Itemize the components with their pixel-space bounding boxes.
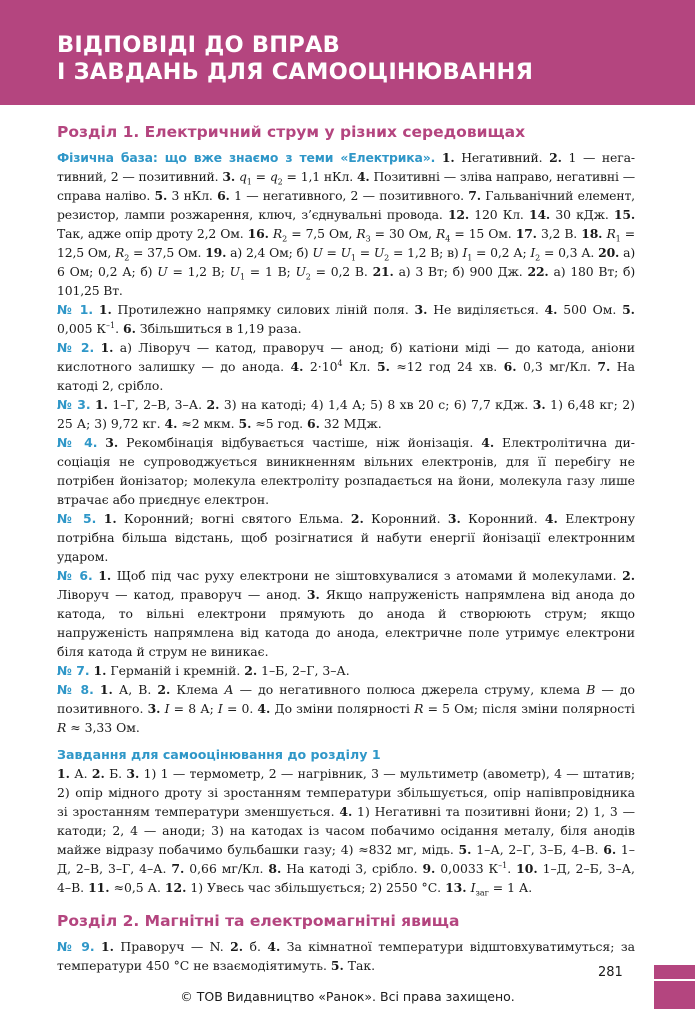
exercise-9-number: № 9. xyxy=(57,939,95,954)
self-evaluation-title: Завдання для самооцінювання до розділу 1 xyxy=(57,747,381,762)
exercise-7-number: № 7. xyxy=(57,663,90,678)
exercise-4-answers: № 4. 3. Рекомбінація відбувається частіше, ніж йонізація. 4. Електролітична дисоціація не супроводжується виникненням вільних електронів, для її перебігу не потрібен йонізатор; молекула електроліту розпадається на йони, молекула газу лише втрачає або приєднує електрон. xyxy=(57,435,635,507)
banner-title-line2: І ЗАВДАНЬ ДЛЯ САМООЦІНЮВАННЯ xyxy=(57,59,534,85)
exercise-2-number: № 2. xyxy=(57,340,95,355)
exercise-8-number: № 8. xyxy=(57,682,94,697)
physics-base-label: Фізична база: що вже знаємо з теми «Електрика». xyxy=(57,150,436,165)
exercise-6-number: № 6. xyxy=(57,568,93,583)
page-number: 281 xyxy=(598,965,623,980)
copyright-footer: © ТОВ Видавництво «Ранок». Всі права захищено. xyxy=(180,989,515,1004)
exercise-8-answers: № 8. 1. А, В. 2. Клема А — до негативного полюса джерела струму, клема В — до позитивного. 3. I = 8 А; I = 0. 4. До зміни полярності R = 5 Ом; після зміни полярності R ≈ 3,33 Ом. xyxy=(57,682,636,735)
exercise-1-answers: № 1. 1. Протилежно напрямку силових ліній поля. 3. Не виділяється. 4. 500 Ом. 5. 0,005 $К^{-1}$. 6. Збільшиться в 1,19 раза. xyxy=(57,302,635,336)
chapter-banner xyxy=(0,0,695,105)
exercise-3-number: № 3. xyxy=(57,397,91,412)
answers-content xyxy=(57,118,635,975)
exercise-3-answers: № 3. 1. 1–Г, 2–В, 3–А. 2. 3) на катоді; 4) 1,4 А; 5) 8 хв 20 с; 6) 7,7 кДж. 3. 1) 6,48 кг; 2) 25 А; 3) 9,72 кг. 4. ≈2 мкм. 5. ≈5 год. 6. 32 МДж. xyxy=(57,397,635,431)
exercise-6-answers: № 6. 1. Щоб під час руху електрони не зіштовхувалися з атомами й молекулами. 2. Ліворуч — катод, праворуч — анод. 3. Якщо напруженість напрямлена від анода до катода, то вільні електрони прямують до анода й створюють струм; якщо напруженість напрямлена від катода до анода, електричне поле утримує електрони біля катода й струм не виникає. xyxy=(57,568,636,659)
exercise-4-number: № 4. xyxy=(57,435,98,450)
exercise-2-answers: № 2. 1. а) Ліворуч — катод, праворуч — анод; б) катіони міді — до катода, аніони кислотного залишку — до анода. 4. $2\cdot 10^4$ Кл. 5. ≈12 год 24 хв. 6. 0,3 мг/Кл. 7. На катоді 2, срібло. xyxy=(57,340,636,393)
exercise-1-number: № 1. xyxy=(57,302,94,317)
self-evaluation-answers: 1. А. 2. Б. 3. 1) 1 — термометр, 2 — нагрівник, 3 — мультиметр (авометр), 4 — штатив; 2) опір мідного дроту зі зростанням температури збільшується, опір напівпровідника зі зростанням температури зменшується. 4. 1) Негативні та позитивні йони; 2) 1, 3 — катоди; 2, 4 — аноди; 3) на катодах із часом побачимо осідання металу, біля анодів майже відразу побачимо бульбашки газу; 4) ≈832 мг, мідь. 5. 1–А, 2–Г, 3–Б, 4–В. 6. 1–Д, 2–В, 3–Г, 4–А. 7. 0,66 мг/Кл. 8. На катоді 3, срібло. 9. 0,0033 $К^{-1}$. 10. 1–Д, 2–Б, 3–А, 4–В. 11. ≈0,5 А. 12. 1) Увесь час збільшується; 2) 2550 °С. 13. $I_{заг} = 1$ А. xyxy=(57,766,636,898)
exercise-5-number: № 5. xyxy=(57,511,97,526)
physics-base-answers: Фізична база: що вже знаємо з теми «Електрика». 1. Негативний. 2. 1 — негативний, 2 — позитивний. 3. $q_1 = q_2 = 1,1$ нКл. 4. Позитивні — зліва направо, негативні — справа наліво. 5. 3 нКл. 6. 1 — негативного, 2 — позитивного. 7. Гальванічний елемент, резистор, лампи розжарення, ключ, з’єднувальні провода. 12. 120 Кл. 14. 30 кДж. 15. Так, адже опір дроту 2,2 Ом. 16. $R_2 = 7,5$ Ом, $R_3 = 30$ Ом, $R_4 = 15$ Ом. 17. 3,2 В. 18. $R_1 = 12,5$ Ом, $R_2 = 37,5$ Ом. 19. а) 2,4 Ом; б) $U = U_1 = U_2 = 1,2$ В; в) $I_1 = 0,2$ А; $I_2 = 0,3$ А. 20. а) 6 Ом; 0,2 А; б) U = 1,2 В; $U_1 = 1$ В; $U_2 = 0,2$ В. 21. а) 3 Вт; б) 900 Дж. 22. а) 180 Вт; б) 101,25 Вт. xyxy=(57,150,636,298)
section1-title: Розділ 1. Електричний струм у різних середовищах xyxy=(57,123,526,141)
banner-title-line1: ВІДПОВІДІ ДО ВПРАВ xyxy=(57,32,340,58)
section2-title: Розділ 2. Магнітні та електромагнітні явища xyxy=(57,912,460,930)
exercise-9-answers: № 9. 1. Праворуч — N. 2. б. 4. За кімнатної температури відштовхуватимуться; за температури 450 °С не взаємодіятимуть. 5. Так. xyxy=(57,939,635,973)
exercise-7-answers: № 7. 1. Германій і кремній. 2. 1–Б, 2–Г, 3–А. xyxy=(57,663,350,678)
exercise-5-answers: № 5. 1. Коронний; вогні святого Ельма. 2. Коронний. 3. Коронний. 4. Електрону потрібна більша відстань, щоб розігнатися й набути енергії йонізації електронним ударом. xyxy=(57,511,635,564)
